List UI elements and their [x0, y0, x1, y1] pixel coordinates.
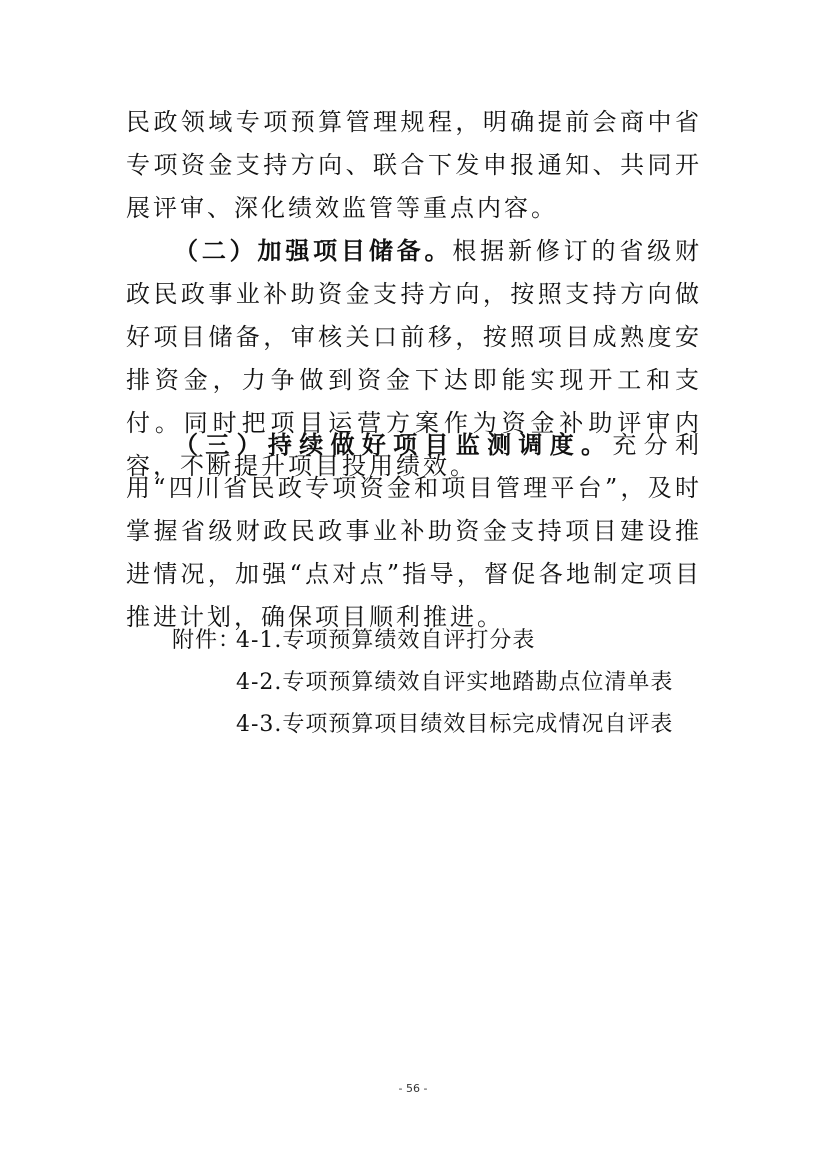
paragraph-2-body: 根据新修订的省级财政民政事业补助资金支持方向，按照支持方向做好项目储备，审核关口前移，按照项目成熟度安排资金，力争做到资金下达即能实现开工和支付。同时把项目运营方案作为资金补助评审内容，不断提升项目投用绩效。: [126, 237, 703, 480]
section-heading-2: （二）加强项目储备。: [174, 237, 453, 265]
attachments-list: [172, 620, 673, 746]
section-heading-3: （三）持续做好项目监测调度。: [174, 431, 613, 459]
page-number: - 56 -: [398, 1082, 428, 1095]
attachment-item-4-2: 4-2.专项预算绩效自评实地踏勘点位清单表: [236, 670, 674, 695]
attachment-item-4-1: 4-1.专项预算绩效自评打分表: [236, 628, 536, 653]
attachment-row: [172, 620, 673, 662]
attachment-row: [172, 704, 673, 746]
paragraph-3-body: 充分利用“四川省民政专项资金和项目管理平台”，及时掌握省级财政民政事业补助资金支持项目建设推进情况，加强“点对点”指导，督促各地制定项目推进计划，确保项目顺利推进。: [126, 431, 702, 631]
attachment-row: [172, 662, 673, 704]
attachments-label: 附件：: [172, 628, 242, 653]
paragraph-3: [126, 424, 702, 639]
paragraph-1: 民政领域专项预算管理规程，明确提前会商中省专项资金支持方向、联合下发申报通知、共同开展评审、深化绩效监管等重点内容。: [126, 108, 702, 222]
attachment-item-4-3: 4-3.专项预算项目绩效目标完成情况自评表: [236, 712, 674, 737]
